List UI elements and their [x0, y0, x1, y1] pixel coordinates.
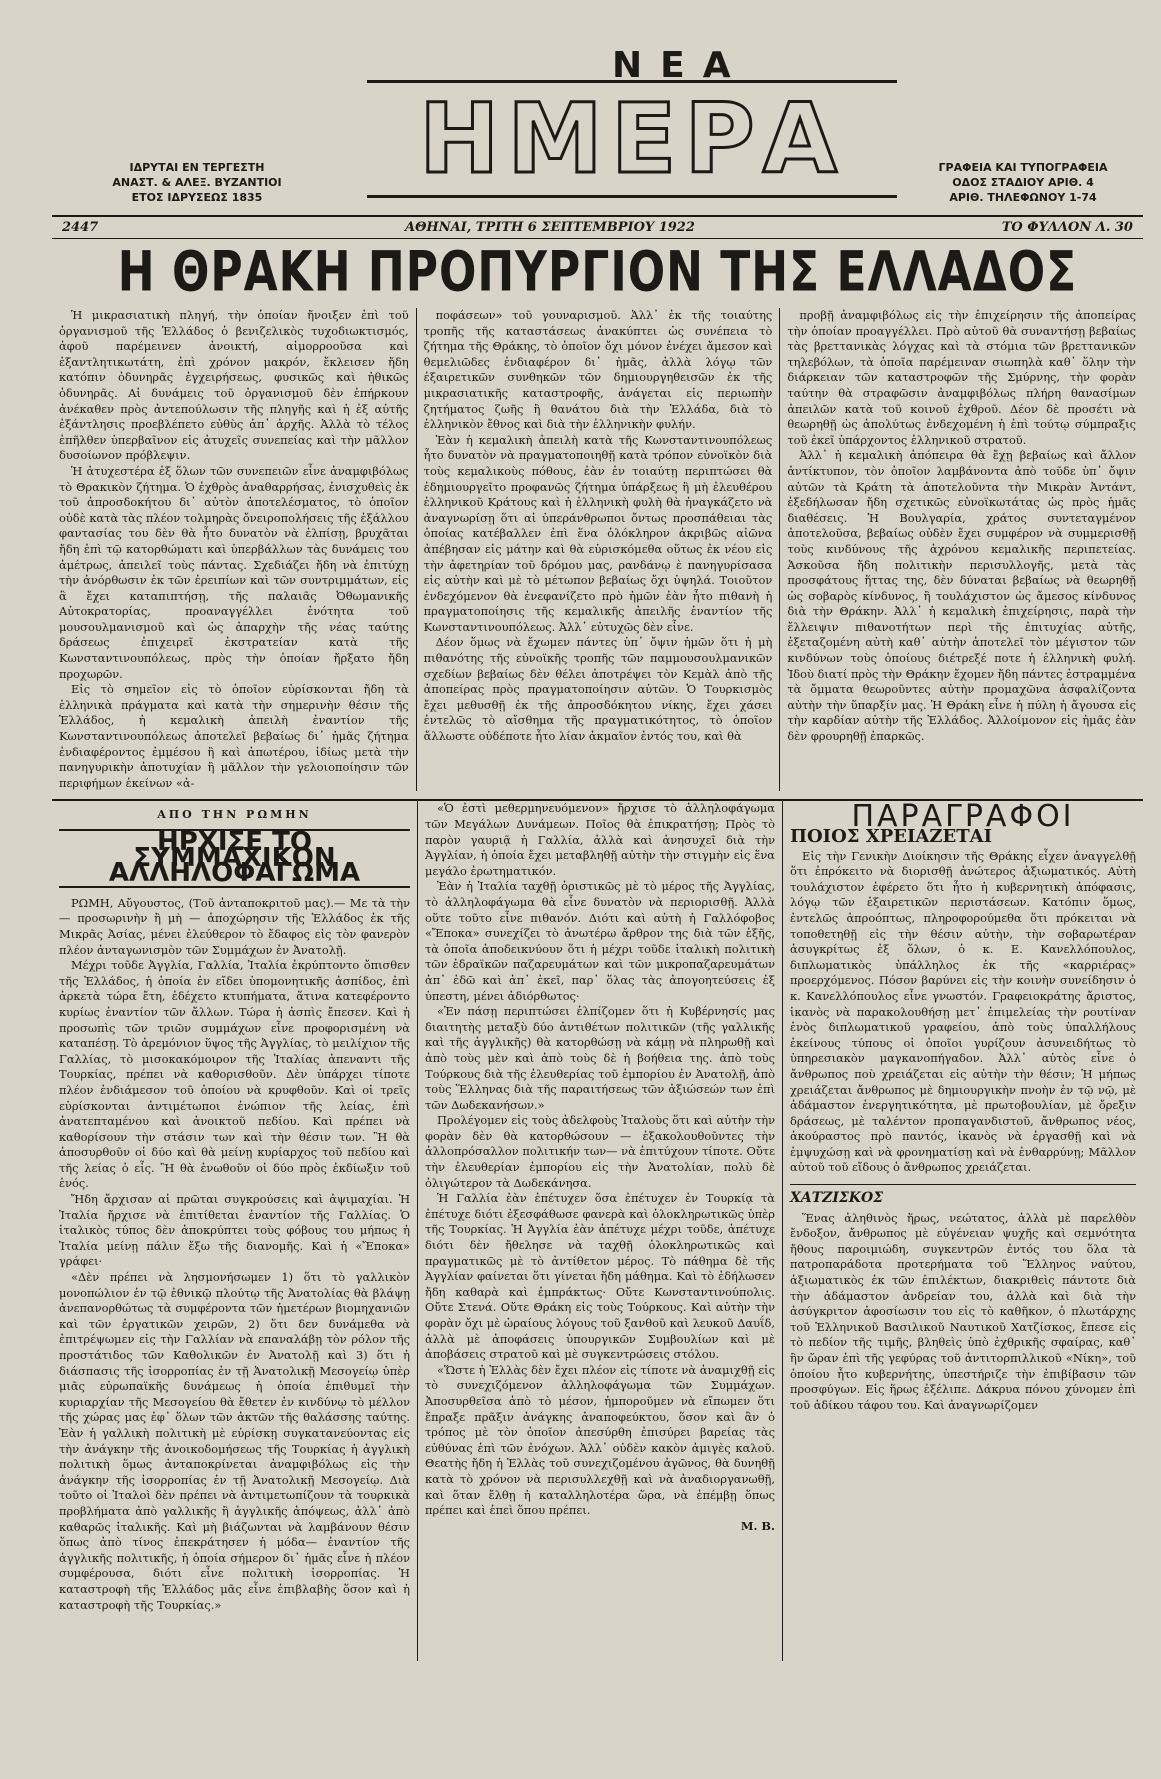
- rome-paragraph: Ἐὰν ἡ Ἰταλία ταχθῇ ὁριστικῶς μὲ τὸ μέρος τῆς Ἀγγλίας, τὸ ἀλληλοφάγωμα θὰ εἶνε δυνατὸν νὰ περιορισθῇ. Ἀλλὰ οὕτε τοῦτο εἶνε πιθανόν. Διότι καὶ αὐτὴ ἡ Γαλλόφοβος «Ἔποκα» συνεχίζει τὸ ἀνωτέρω ἄρθρον της διὰ τῶν ἑξῆς, τὰ ὁποῖα ἀποδεικνύουν ὅτι ἡ μέχρι τοῦδε ἰταλικὴ πολιτικὴ τῶν ἐδραϊκῶν παζαρευμάτων καὶ τῶν μικροπαζαρευμάτων ἀπ᾽ ἐδῶ καὶ ἀπ᾽ ἐκεῖ, παρ᾽ ὅλας τὰς ἀπογοητεύσεις ἐξ ὑπεστη, μένει ἀδιόρθωτος·: [425, 879, 775, 1003]
- masthead-left-info: [82, 160, 312, 205]
- masthead-right-info: [908, 160, 1138, 205]
- masthead-big-title: ΗΜΕΡΑ: [367, 80, 897, 198]
- rome-paragraph: ΡΩΜΗ, Αὔγουστος, (Τοῦ ἀνταποκριτοῦ μας).— Με τὰ τὴν — προσωρινὴν ἢ μὴ — ἀποχώρησιν τῆς Ἑλλάδος ἐκ τῆς Μικρᾶς Ἀσίας, μένει ἐλεύθερον τὸ ἔδαφος εἰς τὸν φανερὸν πλέον ἀνταγωνισμὸν τῶν Συμμάχων ἐν Ἀνατολῇ.: [59, 895, 410, 957]
- lower-section: [52, 801, 1143, 1661]
- paragrafoi-text: Ἕνας ἀληθινὸς ἥρως, νεώτατος, ἀλλὰ μὲ παρελθὸν ἔνδοξον, ἄνθρωπος μὲ εὐγένειαν ψυχῆς καὶ σεμνότητα ἤθους παροιμιώδη, συγκεντρῶν ἐντός του ὅλα τὰ πατροπαράδοτα προτερήματα τοῦ Ἕλληνος ναύτου, ἀξιωματικὸς ἐκ τῶν ἐπιλέκτων, διακριθεὶς πάντοτε διὰ τὴν ἀδάμαστον ἀνδρείαν του, ἀλλὰ καὶ διὰ τὴν ἀσύγκριτον ἀφοσίωσιν του εἰς τὸ καθῆκον, ὁ πλωτάρχης τοῦ Ἑλληνικοῦ Βασιλικοῦ Ναυτικοῦ Χατζίσκος, ἔπεσε εἰς τὸ πεδίον τῆς τιμῆς, βληθεὶς ὑπὸ ἐχθρικῆς σφαίρας, καθ᾽ ἣν ὥραν ἐπὶ τῆς γεφύρας τοῦ ἀντιτορπιλλικοῦ «Νίκη», τοῦ ὁποίου ἦτο κυβερνήτης, ὑπεστήριζε τὴν ἐπιβίβασιν τῶν προσφύγων. Εἰς ἥρως ἐξέλιπε. Δάκρυα πόνου χύνομεν ἐπὶ τοῦ ἀδίκου τάφου του. Καὶ ἀναγνωρίζομεν: [790, 1210, 1136, 1412]
- paragrafoi-text: Εἰς τὴν Γενικὴν Διοίκησιν τῆς Θράκης εἶχεν ἀναγγελθῇ ὅτι ἐπρόκειτο νὰ διορισθῇ ἀνώτερος ἀξιωματικός. Αὐτὴ τουλάχιστον ἐφέρετο ὅτι ἦτο ἡ κυβερνητικὴ ἀπόφασις, λόγῳ τῶν ἐξαιρετικῶν περιστάσεων. Κατόπιν ὅμως, ἐντελῶς ἀπροόπτως, πληροφορούμεθα ὅτι πρόκειται νὰ τοποθετηθῇ εἰς τὴν θέσιν αὐτὴν, τὴν σοβαρωτέραν ἀσυγκρίτως ἐξ ὅλων, ὁ κ. Ε. Κανελλόπουλος, διπλωματικὸς ὑπάλληλος ἐκ τῆς «καρριέρας» προερχόμενος. Πόσον βαρύνει εἰς τὴν κοινὴν συνείδησιν ὁ κ. Κανελλόπουλος εἶνε γνωστόν. Γραφειοκράτης ἄριστος, ἱκανὸς νὰ παρακολουθήσῃ μετ᾽ ἐπιμελείας τὴν ρουτίναν ἑνὸς διπλωματικοῦ γραφείου, ἀπὸ τοὺς ὑπαλλήλους ἐκείνους τύπους οἱ ὁποῖοι γυρίζουν ἀσυνειδήτως τὸ ὑπηρεσιακὸν μαγκανοπήγαδον. Ἀλλ᾽ αὐτὸς εἶνε ὁ ἄνθρωπος ποὺ χρειάζεται εἰς αὐτὴν τὴν θέσιν; Ἡ μήπως χρειάζεται ἄνθρωπος μὲ δημιουργικὴν πνοὴν ἐν τῷ νῷ, μὲ ἀδάμαστον ἐνεργητικότητα, μὲ πρωτοβουλίαν, μὲ ὄρεξιν δράσεως, μὲ ταλέντον προπαγανδιστοῦ, ἄνθρωπος νέος, ἀκούραστος πρὸ παντός, ἱκανὸς νὰ ἐργασθῇ καὶ νὰ ἐμψυχώσῃ καὶ νὰ φρονηματίσῃ καὶ νὰ ἐνθαρρύνῃ; Μᾶλλον αὐτοῦ τοῦ εἴδους ὁ ἄνθρωπος χρειάζεται.: [790, 848, 1136, 1175]
- info-line: ΑΝΑΣΤ. & ΑΛΕΞ. ΒΥΖΑΝΤΙΟΙ: [112, 176, 282, 189]
- dateline: [52, 215, 1143, 239]
- paragrafoi-subhead: ΧΑΤΖΙΣΚΟΣ: [790, 1184, 1136, 1207]
- lead-headline: Η ΘΡΑΚΗ ΠΡΟΠΥΡΓΙΟΝ ΤΗΣ ΕΛΛΑΔΟΣ: [117, 240, 1078, 305]
- paragrafoi-column: [782, 801, 1143, 1661]
- lead-paragraph: Εἰς τὸ σημεῖον εἰς τὸ ὁποῖον εὑρίσκονται ἤδη τὰ ἑλληνικὰ πράγματα καὶ κατὰ τὴν σημερινὴν θέσιν τῆς Ἑλλάδος, ἡ κεμαλικὴ ἀπειλὴ ἐναντίον τῆς Κωνσταντινουπόλεως ἀποτελεῖ βεβαίως δι᾽ ἡμᾶς ζήτημα ἐνδιαφέροντος ἐμμέσου ἢ καὶ ἀπωτέρου, ἰδίως μετὰ τὴν πανηγυρικὴν ἀποτυχίαν ἢ μᾶλλον τὴν γελοιοποίησιν τῶν περιφήμων ἐκείνων «ἀ-: [59, 682, 409, 790]
- rome-column-2: [417, 801, 782, 1661]
- rome-paragraph: Μέχρι τοῦδε Ἀγγλία, Γαλλία, Ἰταλία ἐκρύπτοντο ὄπισθεν τῆς Ἑλλάδος, ἡ ὁποία ἐν εἴδει ὑπομονητικῆς ἀσπίδος, ἐπὶ ἀρκετὰ τώρα ἔτη, ἐδέχετο κτυπήματα, ἅτινα κατεφέροντο κυρίως ἐναντίον τῶν ἄλλων. Τώρα ἡ ἀσπὶς ἔπεσεν. Καὶ ἡ προσωπὶς τῶν τριῶν συμμάχων εἶνε προφορισμένη νὰ καταπέσῃ. Τὸ ἀρεμόνιον ὕψος τῆς Ἀγγλίας, τὸ μειλίχιον τῆς Γαλλίας, τὸ μισοκακόμοιρον τῆς Ἰταλίας ἀπεναντι τῆς Τουρκίας, πρέπει νὰ καθορισθοῦν. Δὲν ὑπάρχει τίποτε πλέον ἐνδιάμεσον τοῦ ὁποίου νὰ κρυφθοῦν. Καὶ οἱ τρεῖς εὑρίσκονται ἀντιμέτωποι ἐνώπιον τῆς λείας, ἐπὶ ἀνατεπταμένου καὶ ἀνοικτοῦ πεδίου. Καὶ πρέπει νὰ καθορίσουν τὴν στάσιν των καὶ τὴν θέσιν των. Ἢ θὰ ἀποσυρθοῦν οἱ δύο καὶ θὰ μείνῃ κυρίαρχος τοῦ πεδίου καὶ τῆς λείας ὁ εἷς. Ἢ θὰ ἑνωθοῦν οἱ δύο πρὸς ἐκδίωξιν τοῦ ἑνός.: [59, 958, 410, 1191]
- lead-column-1: [52, 308, 416, 791]
- lead-paragraph: Δέον ὅμως νὰ ἔχωμεν πάντες ὑπ᾽ ὄψιν ἡμῶν ὅτι ἡ μὴ πιθανότης τῆς εὐνοϊκῆς τροπῆς τῶν παμμουσουλμανικῶν σχεδίων βεβαίως δὲν θέλει ἀποτρέψει τὸν Κεμὰλ ἀπὸ τῆς ἀποπείρας πρὸς πραγματοποίησιν αὐτῶν. Ὁ Τουρκισμὸς ἔχει μεθυσθῇ ἐκ τῆς ἀπροσδόκητου νίκης, ἔχει χάσει ἐντελῶς τὸ αἴσθημα τῆς πραγματικότητος, τὸ ὁποῖον ἄλλωστε οὐδέποτε ἦτο λίαν ἀκμαῖον ἐντός του, καὶ θὰ: [423, 635, 773, 744]
- issue-number: 2447: [62, 220, 99, 235]
- lead-paragraph: προβῇ ἀναμφιβόλως εἰς τὴν ἐπιχείρησιν τῆς ἀποπείρας τὴν ὁποίαν προαγγέλλει. Πρὸ αὐτοῦ θὰ συναντήσῃ βεβαίως τὰς βρεττανικὰς λόγχας καὶ τὰ στόμια τῶν βρεττανικῶν τηλεβόλων, τὰ ὁποῖα παρέμειναν σιωπηλὰ καθ᾽ ὅλην τὴν διάρκειαν τῶν καταστροφῶν τῆς Σμύρνης, τὴν φορὰν ταύτην θὰ στραφῶσιν ἀναμφιβόλως πλήρη θανασίμων ἀπειλῶν κατὰ τοῦ κοινοῦ ἐχθροῦ. Δέον δὲ προσέτι νὰ θεωρηθῇ ὡς ἀπολύτως ἐνδεχομένη ἡ ἐπὶ τούτῳ σύμπραξις τοῦ ἐκεῖ ὑπάρχοντος ἑλληνικοῦ στρατοῦ.: [787, 308, 1136, 447]
- rome-paragraph: «Ὥστε ἡ Ἑλλὰς δὲν ἔχει πλέον εἰς τίποτε νὰ ἀναμιχθῇ εἰς τὸ συνεχιζόμενον ἀλληλοφάγωμα τῶν Συμμάχων. Ἀποσυρθεῖσα ἀπὸ τὸ μέσον, ἠμποροῦμεν νὰ εἴπωμεν ὅτι ἔπραξε πρᾶξιν ἀνάγκης ἀναποφεύκτου, ὅσον καὶ ἂν ὁ τρόπος μὲ τὸν ὁποῖον ἀπεσύρθη ἐπισύρει βαρείας τὰς εὐθύνας ἐπὶ τῶν ἐνόχων. Ἀλλ᾽ οὐδὲν κακὸν ἀμιγὲς καλοῦ. Θεατὴς ἤδη ἡ Ἑλλὰς τοῦ συνεχιζομένου ἀγῶνος, θὰ δυνηθῇ κατὰ τὸ χρόνον νὰ περισυλλεχθῇ καὶ νὰ ἀναδιοργανωθῇ, καὶ ὅταν ἔλθῃ ἡ καταλληλοτέρα ὥρα, νὰ ἐπέμβῃ ὅπως πρέπει καὶ ἐπεὶ ὅπου πρέπει.: [425, 1362, 775, 1518]
- rome-column-1: [52, 801, 417, 1661]
- lead-paragraph: Ἐὰν ἡ κεμαλικὴ ἀπειλὴ κατὰ τῆς Κωνσταντινουπόλεως ἦτο δυνατὸν νὰ πραγματοποιηθῇ κατὰ τρόπον εὐνοϊκὸν διὰ τοὺς κεμαλικοὺς πόθους, ἐὰν ἐν τοιαύτῃ περιπτώσει θὰ ἐδημιουργεῖτο προφανῶς ζήτημα ὑπάρξεως ἢ μὴ ἐλευθέρου ἑλληνικοῦ Κράτους καὶ ἡ ἑλληνικὴ φυλὴ θὰ ἠναγκάζετο νὰ ἀναγνωρίσῃ ὅτι αἱ ὑπεράνθρωποι ὄντως προσπάθειαι τὰς ὁποίας κατέβαλλεν ἐπὶ ἕνα ὁλόκληρον ἀκριβῶς αἰῶνα ἀπέβησαν εἰς μάτην καὶ θὰ εὑρισκόμεθα οὕτως ἐκ νέου εἰς τὴν ἀφετηρίαν τοῦ δρόμου μας, ρανδάνῳ ὲ πανηγυρίσασα εἰς αὐτὴν καὶ μὲ τὸ μέτωπον βεβαίως ὄχι ὑψηλά. Τοιοῦτον ἐνδεχόμενον θὰ ἐνεφανίζετο πρὸ ἡμῶν ἐὰν ἦτο πιθανὴ ἡ πραγματοποίησις τῆς κεμαλικῆς ἀπειλῆς ἐναντίον τῆς Κωνσταντινουπόλεως. Ἀλλ᾽ εὐτυχῶς δὲν εἶνε.: [423, 432, 773, 634]
- lead-paragraph: ποφάσεων» τοῦ γουναρισμοῦ. Ἀλλ᾽ ἐκ τῆς τοιαύτης τροπῆς τῆς καταστάσεως ἀνακύπτει ὡς συνέπεια τὸ ζήτημα τῆς Θράκης, τὸ ὁποῖον ὄχι μόνον ἐνέχει ἄμεσον καὶ θεμελιῶδες ἐνδιαφέρον δι᾽ ἡμᾶς, ἀλλὰ λόγῳ τῶν ἐξαιρετικῶν συνθηκῶν τῶν δημιουργηθεισῶν ἐκ τῆς μικρασιατικῆς καταστροφῆς, ἀνάγεται εἰς περιωπὴν ζητήματος ζωῆς ἢ θανάτου διὰ τὴν Ἑλλάδα, διὰ τὸ ἑλληνικὸν ἔθνος καὶ διὰ τὴν ἑλληνικὴν φυλήν.: [423, 308, 773, 432]
- info-line: ΕΤΟΣ ΙΔΡΥΣΕΩΣ 1835: [131, 191, 263, 204]
- rome-signature: Μ. Β.: [740, 1518, 775, 1533]
- rome-paragraph: «Δὲν πρέπει νὰ λησμονήσωμεν 1) ὅτι τὸ γαλλικὸν μονοπώλιον ἐν τῷ ἐθνικῷ πλούτῳ τῆς Ἀνατολίας θὰ βλάψῃ ἀνεπανορθώτως τὰ συμφέροντα τῶν ἡμετέρων βιομηχανιῶν καὶ τῶν ἐργατικῶν χειρῶν, 2) ὅτι δεν δυνάμεθα νὰ ἐπιτρέψωμεν εἰς τὴν Γαλλίαν νὰ επαναλάβῃ τὸν ρόλον τῆς προστάτιδος τῶν Καθολικῶν ἐν Ἀνατολῇ καὶ 3) ὅτι ἡ διάσπασις τῆς ἰσορροπίας ἐν τῇ Ἀνατολικῇ Μεσογείῳ ὑπὲρ μιᾶς εὐρωπαϊκῆς δυνάμεως ἡ ὁποία ἐπιθυμεῖ τὴν κυριαρχίαν τῆς Μεσογείου θὰ ἔθετεν ἐν κινδύνῳ τὸ μέλλον τῆς χώρας μας ἐφ᾽ ὅλων τῶν ἀκτῶν τῆς θαλάσσης ταύτης. Ἐὰν ἡ γαλλικὴ πολιτικὴ μὲ εὐρίσκῃ συγκατανεύοντας εἰς τὴν ἀνάγκην τῆς ἀνοικοδομήσεως τῆς Τουρκίας ἡ ἀγγλικὴ πολιτικὴ ὅμως ἀνταποκρίνεται ἀναμφιβόλως εἰς τὴν ἀνάγκην τῆς ἰσορροπίας ἐν τῇ Ἀνατολικῇ Μεσογείῳ. Διὰ τοῦτο οἱ Ἰταλοὶ δὲν πρέπει νὰ ἀντιμετωπίζουν τὰ τουρκικὰ προβλήματα ἀπὸ γαλλικῆς ἢ ἀγγλικῆς ἀπόψεως, ἀλλ᾽ ἀπὸ καθαρῶς ἰταλικῆς. Καὶ μὴ βιάζωνται νὰ λαμβάνουν θέσιν ὅπως ἀπὸ τίνος ἐπεκράτησεν ἡ μόδα— ἐναντίον τῆς ἀγγλικῆς πολιτικῆς, ἡ ὁποία σήμερον δι᾽ ἡμᾶς εἶνε ἡ πλέον συμφέρουσα, διότι εἶνε πολιτικὴ ἰσορροπίας. Ἡ καταστροφὴ τῆς Ἑλλάδος μᾶς εἶνε ἐπιβλαβὴς ὅσον καὶ ἡ καταστροφὴ τῆς Τουρκίας.»: [59, 1270, 410, 1612]
- rome-paragraph: «Ὁ ἐστὶ μεθερμηνευόμενον» ἤρχισε τὸ ἀλληλοφάγωμα τῶν Μεγάλων Δυνάμεων. Ποῖος θὰ ἐπικρατήσῃ; Πρὸς τὸ παρὸν γαυριᾷ ἡ Γαλλία, ἀλλὰ καὶ ἀνησυχεῖ διὰ τὴν Ἀγγλίαν, ἡ ὁποία ἔχει μεταβληθῇ αὐτὴν τὴν στιγμὴν εἰς ἕνα μεγάλο ἐρωτηματικόν.: [425, 801, 775, 878]
- masthead-small-title: ΝΕΑ: [612, 45, 749, 86]
- lead-paragraph: Ἡ ἀτυχεστέρα ἐξ ὅλων τῶν συνεπειῶν εἶνε ἀναμφιβόλως τὸ Θρακικὸν ζήτημα. Ὁ ἐχθρὸς ἀναθαρρήσας, ἐνισχυθεὶς ἐκ τοῦ ἀπροσδοκήτου δι᾽ αὐτὸν ἀποτελέσματος, τὸ ὁποῖον οὐδὲ κατὰ τὰς πλέον τολμηρὰς ὄνειροπολήσεις τῆς ἐξάλλου φαντασίας του δὲν θὰ ἦτο δυνατὸν νὰ ἐλπίσῃ, βρυχᾶται ἤδη ἐπὶ τῷ κατορθώματι καὶ ὑπερβάλλων τὰς δυνάμεις του ἀμέτρως, ἀπειλεῖ τοὺς πάντας. Σχεδιάζει ἤδη νὰ ἐπιτύχῃ τὴν ἀνόρθωσιν ἐκ τῶν ἐρειπίων καὶ τῶν συντριμμάτων, εἰς ἃ ἔχει καταπιπτήσῃ, τῆς παλαιᾶς Ὀθωμανικῆς Αὐτοκρατορίας, προαναγγέλλει ἑνότητα τοῦ μουσουλμανισμοῦ καὶ ὡς ἀπαρχὴν τῆς νέας ταύτης δράσεως ἐπιχειρεῖ ἐκστρατείαν κατὰ τῆς Κωνσταντινουπόλεως, πρὸς τὴν ὁποίαν ἤρξατο ἤδη προχωρῶν.: [59, 463, 409, 681]
- info-line: ΓΡΑΦΕΙΑ ΚΑΙ ΤΥΠΟΓΡΑΦΕΙΑ: [938, 161, 1108, 174]
- lead-article: [52, 308, 1143, 801]
- lead-paragraph: Ἡ μικρασιατικὴ πληγή, τὴν ὁποίαν ἤνοιξεν ἐπὶ τοῦ ὀργανισμοῦ τῆς Ἑλλάδος ὁ βενιζελικὸς τυχοδιωκτισμός, ἀφοῦ παρέμεινεν ἀνοικτή, αἱμορροοῦσα καὶ ἐξαντλητικωτάτη, ἐπὶ χρόνον μακρόν, ἔκλεισεν ἤδη κατόπιν ὀδυνηρᾶς ἐγχειρήσεως, φυσικῶς καὶ ἠθικῶς ὀδυνηρᾶς. Αἱ δυνάμεις τοῦ ὀργανισμοῦ δὲν ἐπήρκουν ἀνέκαθεν πρὸς ἀντεπούλωσιν τῆς πληγῆς καὶ ἡ ἐξ αὐτῆς ἐξάντλησις προεβλέπετο εὐθὺς ἀπ᾽ ἀρχῆς. Ἀλλὰ τὸ τέλος ἐπῆλθεν ὑπερβαῖνον εἰς ἀτυχεῖς συνεπείας καὶ τὴν μᾶλλον δυσοίωνον πρόβλεψιν.: [59, 308, 409, 463]
- issue-price: ΤΟ ΦΥΛΛΟΝ Λ. 30: [1001, 220, 1133, 235]
- rome-paragraph: Ἡ Γαλλία ἐὰν ἐπέτυχεν ὅσα ἐπέτυχεν ἐν Τουρκίᾳ τὰ ἐπέτυχε διότι ἐξεσφάθωσε φανερὰ καὶ ὁλοκληρωτικῶς ὑπὲρ τῆς Τουρκίας. Ἡ Ἀγγλία ἐὰν ἀπέτυχε μέχρι τοῦδε, ἀπέτυχε διότι δὲν ἤθελησε νὰ ταχθῇ ὁλοκληρωτικῶς καὶ πραγματικῶς μὲ τὸ ἀντίθετον μέρος. Τὸ πάθημα δὲ τῆς Ἀγγλίαν φαίνεται ὅτι γίνεται ἤδη μάθημα. Καὶ τὸ ἐδήλωσεν ἤδη καθαρὰ καὶ ἐμπράκτως· Οὔτε Κωνσταντινούπολις. Οὔτε Στενά. Οὔτε Θράκη εἰς τοὺς Τούρκους. Καὶ αὐτὴν τὴν φορὰν ὄχι μὲ ὡραίους λόγους τοῦ ξανθοῦ καὶ λευκοῦ Δαυΐδ, ἀλλὰ μὲ ἀποφάσεις ὑπουργικῶν Συμβουλίων καὶ μὲ ἀποβάσεις στρατοῦ καὶ μὲ συγκεντρώσεις στόλου.: [425, 1191, 775, 1362]
- rome-paragraph: Προλέγομεν εἰς τοὺς ἀδελφοὺς Ἰταλοὺς ὅτι καὶ αὐτὴν τὴν φορὰν δὲν θὰ κατορθώσουν — ἐξακολουθοῦντες τὴν ἀλλοπρόσαλλον πολιτικήν των— νὰ ἐπιτύχουν τίποτε. Οὔτε τὴν ἐλευθερίαν ἐμπορίου εἰς τὴν Ἀνατολίαν, πολὺ δὲ ὀλιγώτερον τὰ Δωδεκάνησα.: [425, 1113, 775, 1190]
- info-line: ΑΡΙΘ. ΤΗΛΕΦΩΝΟΥ 1-74: [949, 191, 1097, 204]
- masthead: [52, 10, 1143, 215]
- lead-column-3: [779, 308, 1143, 791]
- section-label: ΑΠΟ ΤΗΝ ΡΩΜΗΝ: [157, 808, 312, 822]
- info-line: ΟΔΟΣ ΣΤΑΔΙΟΥ ΑΡΙΘ. 4: [952, 176, 1094, 189]
- lead-column-2: [416, 308, 780, 791]
- rome-headline: ΗΡΧΙΣΕ ΤΟ ΣΥΜΜΑΧΙΚΟΝ ΑΛΛΗΛΟΦΑΓΩΜΑ: [59, 829, 410, 888]
- paragrafoi-subhead: ΠΟΙΟΣ ΧΡΕΙΑΖΕΤΑΙ: [790, 826, 993, 847]
- rome-paragraph: Ἤδη ἄρχισαν αἱ πρῶται συγκρούσεις καὶ ἀψιμαχίαι. Ἡ Ἰταλία ἤρχισε νὰ ἐπιτίθεται ἐναντίον τῆς Γαλλίας. Ὁ ἰταλικὸς τύπος δὲν ἀποκρύπτει τοὺς φόβους του μήπως ἡ Ἰταλία μείνῃ πάλιν ἔξω τῆς διανομῆς. Καὶ ἡ «Ἔποκα» γράφει·: [59, 1192, 410, 1269]
- info-line: ΙΔΡΥΤΑΙ ΕΝ ΤΕΡΓΕΣΤΗ: [129, 161, 265, 174]
- paragrafoi-title: ΠΑΡΑΓΡΑΦΟΙ: [851, 801, 1075, 835]
- lead-paragraph: Ἀλλ᾽ ἡ κεμαλικὴ ἀπόπειρα θὰ ἔχῃ βεβαίως καὶ ἄλλον ἀντίκτυπον, τὸν ὁποῖον λαμβάνοντα ἀπὸ τοῦδε ὑπ᾽ ὄψιν αὐτῶν τὰ Κράτη τὰ ἀποτελοῦντα τὴν Μικρὰν Ἀντάντ, ἐξεδήλωσαν ἤδη σχετικῶς εὐνοϊκωτάτας ὡς πρὸς ἡμᾶς διαθέσεις. Ἡ Βουλγαρία, χράτος συντεταγμένον ἀποτελοῦσα, βεβαίως οὐδὲν ἔχει συμφέρον νὰ συμμερισθῇ τοὺς κινδύνους τῆς ἀχρόνου κεμαλικῆς περιπετείας. Ἀσκοῦσα ἤδη πολιτικὴν περισυλλογῆς, μετὰ τὰς προσφάτους ἥττας της, δὲν δύναται βεβαίως νὰ θεωρηθῇ ὡς σοβαρὸς κίνδυνος, ἢ τουλάχιστον ὡς ἄμεσος κίνδυνος διὰ τὴν Θράκην. Ἀλλ᾽ ἡ κεμαλικὴ ἐπιχείρησις, παρὰ τὴν ἔλλειψιν πιθανοτήτων περὶ τῆς ἐπιτυχίας αὐτῆς, ἐξεταζομένη αὐτὴ καθ᾽ αὑτὴν ἀποτελεῖ τὸν μέγιστον τῶν κινδύνων τοὺς ὁποίους διέτρεξέ ποτε ἡ ἑλληνικὴ φυλή. Ἰδοὺ διατί πρὸς τὴν Θράκην ἔχομεν ἤδη πάντες ἐστραμμένα τὰ ὄμματα θεωροῦντες αὐτὴν προμαχῶνα ἀσφαλίζοντα αὐτὴν τὴν ὕπαρξίν μας. Ἡ Θράκη εἶνε ἡ πύλη ἡ ἄγουσα εἰς τὴν καρδίαν αὐτὴν τῆς Ἑλλάδος. Ἀλλοίμονον εἰς ἡμᾶς ἐὰν δὲν φρουρηθῇ ἐπαρκῶς.: [787, 448, 1136, 744]
- rome-paragraph: «Ἐν πάσῃ περιπτώσει ἐλπίζομεν ὅτι ἡ Κυβέρνησίς μας διαιτητὴς μεταξὺ δύο ἀντιθέτων πολιτικῶν (τῆς γαλλικῆς καὶ τῆς ἀγγλικῆς) θὰ κατορθώσῃ νὰ κάμῃ νὰ πληρωθῇ καὶ ἀπὸ τοὺς μὲν καὶ ἀπὸ τοὺς δὲ ἡ βοήθεια της. ἀπὸ τοὺς Τούρκους διὰ τῆς ἐλευθερίας τοῦ ἐμπορίου ἐν Ἀνατολῇ, ἀπὸ τοὺς Ἕλληνας διὰ τῆς παραιτήσεως τῶν ἀξιώσεών των ἐπὶ τῶν Δωδεκανήσων.»: [425, 1004, 775, 1112]
- issue-date: ΑΘΗΝΑΙ, ΤΡΙΤΗ 6 ΣΕΠΤΕΜΒΡΙΟΥ 1922: [405, 220, 695, 235]
